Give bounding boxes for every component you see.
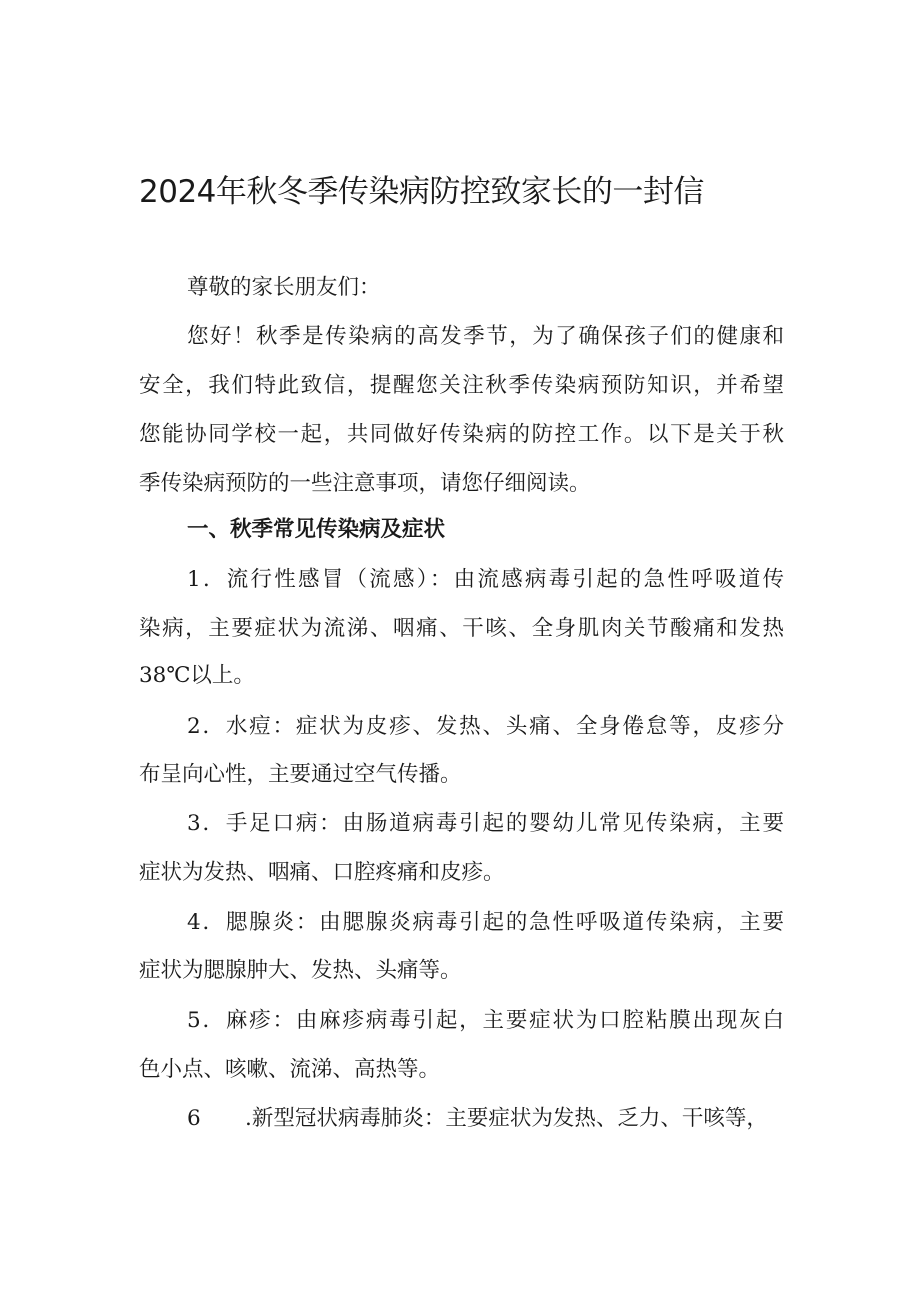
document-title: 2024年秋冬季传染病防控致家长的一封信 <box>139 174 704 210</box>
item-line: 症状为发热、咽痛、口腔疼痛和皮疹。 <box>139 860 505 885</box>
item-text: .新型冠状病毒肺炎：主要症状为发热、乏力、干咳等， <box>245 1106 768 1131</box>
item-line: 布呈向心性，主要通过空气传播。 <box>139 762 462 787</box>
item-line: 染病，主要症状为流涕、咽痛、干咳、全身肌肉关节酸痛和发热 <box>139 616 784 641</box>
salutation: 尊敬的家长朋友们： <box>187 275 381 300</box>
intro-line: 您能协同学校一起，共同做好传染病的防控工作。以下是关于秋 <box>139 422 784 447</box>
item-number: 6 <box>187 1106 201 1131</box>
intro-line: 安全，我们特此致信，提醒您关注秋季传染病预防知识，并希望 <box>139 373 784 398</box>
item-line: 5．麻疹：由麻疹病毒引起，主要症状为口腔粘膜出现灰白 <box>187 1008 784 1033</box>
intro-line: 您好！秋季是传染病的高发季节，为了确保孩子们的健康和 <box>187 324 784 349</box>
item-line: 色小点、咳嗽、流涕、高热等。 <box>139 1057 441 1082</box>
item-line: 1．流行性感冒（流感）：由流感病毒引起的急性呼吸道传 <box>187 567 784 592</box>
item-line: 2．水痘：症状为皮疹、发热、头痛、全身倦怠等，皮疹分 <box>187 714 784 739</box>
item-line: 症状为腮腺肿大、发热、头痛等。 <box>139 958 462 983</box>
intro-line: 季传染病预防的一些注意事项，请您仔细阅读。 <box>139 471 591 496</box>
item-line: 4．腮腺炎：由腮腺炎病毒引起的急性呼吸道传染病，主要 <box>187 910 784 935</box>
item-line: 3．手足口病：由肠道病毒引起的婴幼儿常见传染病，主要 <box>187 811 784 836</box>
item-line: 38℃以上。 <box>139 663 255 688</box>
item-line <box>187 1101 784 1137</box>
section-heading: 一、秋季常见传染病及症状 <box>187 517 446 542</box>
